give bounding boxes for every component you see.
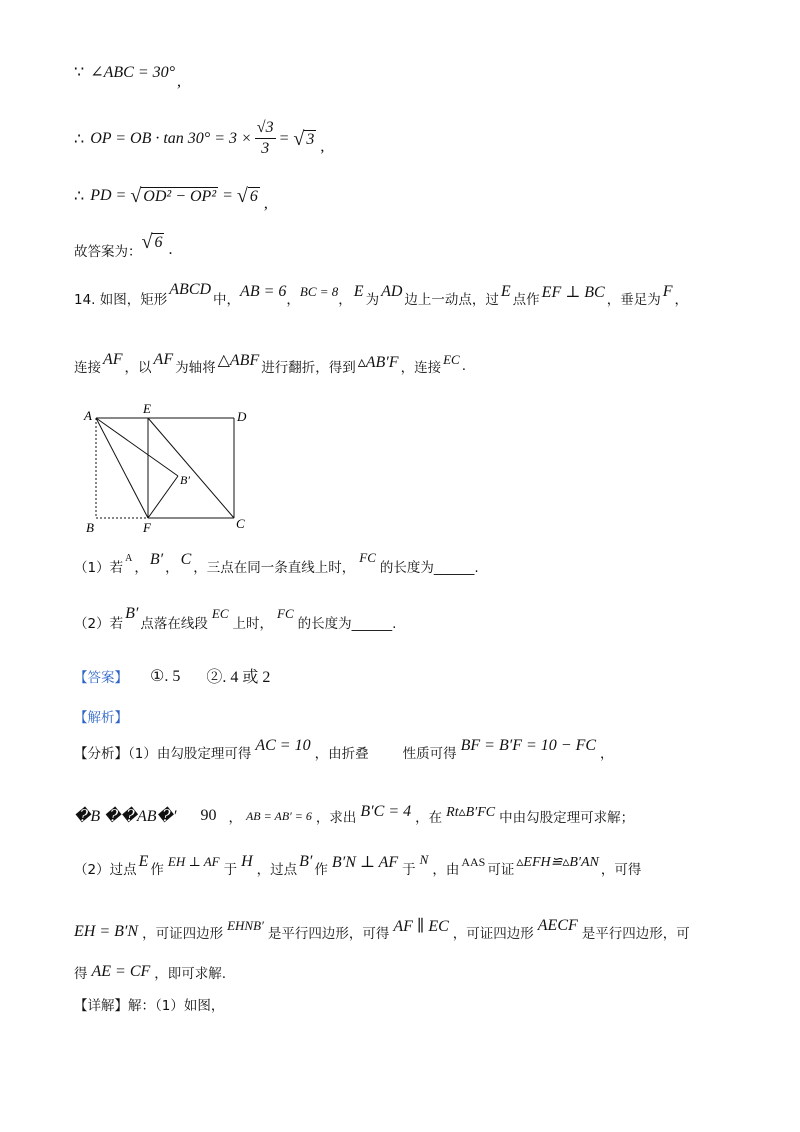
s3-text: 可证 xyxy=(487,862,515,878)
garbled-expression: �B ��AB�′ xyxy=(74,808,177,825)
point-a: A xyxy=(125,552,133,564)
line-answer-13 xyxy=(74,231,173,260)
ef-perp-bc: EF ⊥ BC xyxy=(541,284,605,301)
s4-text: 是平行四边形，可得 xyxy=(267,926,390,942)
segment-af-line xyxy=(96,418,148,518)
aas: AAS xyxy=(461,854,486,869)
p1-text: ，三点在同一条直线上时， xyxy=(193,560,356,576)
ab-eq-6: AB = 6 xyxy=(240,283,287,300)
s3-text: 于 xyxy=(223,862,238,878)
eh-eq-bpn: EH = B′N xyxy=(74,923,139,940)
q14-text: ，连接 xyxy=(400,360,442,376)
comma: , xyxy=(177,73,182,90)
comma: ， xyxy=(338,292,352,308)
eh-perp-af: EH ⊥ AF xyxy=(167,854,220,869)
line-angle-abc xyxy=(74,62,182,90)
segment-bpf-line xyxy=(148,476,178,518)
q14-text: ，垂足为 xyxy=(606,292,661,308)
part-1 xyxy=(74,550,479,576)
line-pd xyxy=(74,185,268,212)
point-e: E xyxy=(138,853,149,870)
point-h: H xyxy=(241,853,253,870)
bpn-perp-af: B′N ⊥ AF xyxy=(331,854,399,871)
p2-text: 上时， xyxy=(232,616,273,632)
sqrt-3: √ 3 xyxy=(293,127,315,150)
equals-sign: = xyxy=(222,187,233,204)
s4-text: ，可证四边形 xyxy=(452,926,534,942)
p2-text: （2）若 xyxy=(74,616,124,632)
detail-text: 【详解】解：（1）如图， xyxy=(74,998,225,1014)
ninety: 90 xyxy=(200,807,217,824)
s2-text: ，在 xyxy=(415,810,443,826)
q14-text: 边上一动点，过 xyxy=(404,292,499,308)
label-c: C xyxy=(236,516,245,531)
sqrt-6: √ 6 xyxy=(236,185,258,207)
point-f: F xyxy=(662,283,673,300)
s3-text: 作 xyxy=(314,862,328,878)
s5-text: ，即可求解. xyxy=(154,966,227,982)
s3-text: 作 xyxy=(150,862,164,878)
sqrt-od-op: √ OD² − OP² xyxy=(130,185,217,207)
fraction-sqrt3-over-3 xyxy=(255,118,276,159)
period: . xyxy=(461,358,466,374)
geometry-figure xyxy=(80,400,260,540)
period: . xyxy=(168,241,173,258)
s1-text: 性质可得 xyxy=(402,746,457,762)
comma: ， xyxy=(674,292,688,308)
q14-text: 为轴将 xyxy=(175,360,216,376)
segment-ec-line xyxy=(148,418,234,518)
p1-text: （1）若 xyxy=(74,560,124,576)
label-b: B xyxy=(86,520,94,535)
segment-af: AF xyxy=(103,351,123,368)
comma: ， xyxy=(228,810,242,826)
sqrt-6-value: 6 xyxy=(154,234,163,251)
segment-abp-line xyxy=(96,418,178,476)
p1-blank: 的长度为______. xyxy=(379,560,479,576)
q14-text: 点作 xyxy=(512,292,540,308)
q14-text: 中， xyxy=(213,292,241,308)
s2-text: 中由勾股定理可求解； xyxy=(499,810,635,826)
analysis-line xyxy=(74,706,128,726)
therefore-symbol: ∴ xyxy=(74,130,85,148)
p2-blank: 的长度为______. xyxy=(297,616,397,632)
segment-fc: FC xyxy=(277,606,294,621)
s1-text: ，由折叠 xyxy=(314,746,369,762)
comma: ， xyxy=(165,560,179,576)
ae-eq-cf: AE = CF xyxy=(91,963,151,980)
analysis-s4 xyxy=(74,917,690,942)
comma: ， xyxy=(286,292,300,308)
comma: ， xyxy=(600,746,614,762)
point-e: E xyxy=(353,283,364,300)
s3-text: ，可得 xyxy=(600,862,642,878)
question-14-cont xyxy=(74,351,466,376)
answer-line xyxy=(74,664,270,687)
comma: , xyxy=(320,137,325,155)
s3-text: （2）过点 xyxy=(74,862,137,878)
analysis-label: 【解析】 xyxy=(74,710,128,726)
s4-text: 是平行四边形，可 xyxy=(581,926,690,942)
s3-text: ，过点 xyxy=(256,862,298,878)
point-bprime: B′ xyxy=(125,605,139,622)
answer-text: 故答案为： xyxy=(74,244,142,260)
detail-line xyxy=(74,994,224,1014)
label-e: E xyxy=(143,401,151,416)
p2-text: 点落在线段 xyxy=(140,616,208,632)
answer-label: 【答案】 xyxy=(74,669,128,686)
triangle-abf: △ABF xyxy=(217,352,260,369)
s3-text: 于 xyxy=(402,862,416,878)
s1-text: 【分析】（1）由勾股定理可得 xyxy=(74,746,252,762)
comma: , xyxy=(263,195,268,212)
answer-1: ①. 5 xyxy=(150,667,181,685)
answer-2: ②. 4 或 2 xyxy=(206,669,271,686)
comma: ， xyxy=(134,560,148,576)
segment-af: AF xyxy=(153,351,174,368)
segment-ad: AD xyxy=(381,283,403,300)
part-2 xyxy=(74,605,397,632)
question-14 xyxy=(74,281,688,308)
ab-eq-abp: AB = AB′ = 6 xyxy=(245,808,312,823)
q14-text: 进行翻折，得到 xyxy=(261,360,356,376)
af-parallel-ec: AF ∥ EC xyxy=(393,918,449,935)
analysis-s5 xyxy=(74,962,226,982)
label-a: A xyxy=(84,408,92,423)
point-e: E xyxy=(500,283,511,300)
because-symbol: ∵ xyxy=(74,64,85,81)
bpc-eq-4: B′C = 4 xyxy=(360,803,412,820)
ac-eq-10: AC = 10 xyxy=(255,737,311,754)
bc-eq-8: BC = 8 xyxy=(299,284,339,299)
label-bprime: B′ xyxy=(180,473,190,487)
s4-text: ，可证四边形 xyxy=(142,926,224,942)
triangle-abpf: ▵AB′F xyxy=(357,354,399,371)
segment-ec: EC xyxy=(443,352,460,367)
pd-lhs: PD = xyxy=(90,187,127,204)
q14-text: 14. 如图，矩形 xyxy=(74,292,168,308)
segment-fc: FC xyxy=(359,550,376,565)
s2-text: ，求出 xyxy=(315,810,357,826)
equals-sign: = xyxy=(278,129,290,147)
fraction-denominator: 3 xyxy=(261,140,270,157)
fraction-numerator: √3 xyxy=(255,118,276,139)
s3-text: ，由 xyxy=(432,862,460,878)
therefore-symbol: ∴ xyxy=(74,188,85,205)
analysis-s3 xyxy=(74,852,642,878)
congruence: ▵EFH≌▵B′AN xyxy=(516,854,599,870)
analysis-s1 xyxy=(74,737,614,762)
q14-text: 为 xyxy=(365,292,380,308)
label-f: F xyxy=(143,520,151,535)
sqrt-3-value: 3 xyxy=(306,130,315,148)
angle-expression: ∠ABC = 30° xyxy=(90,64,176,81)
op-lhs: OP = OB · tan 30° = 3 × xyxy=(90,129,252,147)
label-d: D xyxy=(237,409,247,424)
analysis-s2 xyxy=(74,803,635,826)
bf-eq: BF = B′F = 10 − FC xyxy=(460,737,597,754)
point-c: C xyxy=(180,551,192,568)
point-n: N xyxy=(419,852,429,867)
rect-abcd: ABCD xyxy=(169,281,212,298)
q14-text: 连接 xyxy=(74,360,101,376)
sqrt-6: √ 6 xyxy=(141,231,163,253)
line-op xyxy=(74,118,324,159)
q14-text: ，以 xyxy=(124,360,152,376)
radicand: OD² − OP² xyxy=(143,188,217,205)
quad-ehnbp: EHNB′ xyxy=(227,918,264,933)
quad-aecf: AECF xyxy=(537,917,578,934)
s5-text: 得 xyxy=(74,966,88,982)
point-bprime: B′ xyxy=(149,551,164,568)
segment-ec: EC xyxy=(211,606,229,621)
rt-triangle: Rt▵B′FC xyxy=(446,804,496,820)
sqrt-6-value: 6 xyxy=(249,188,258,205)
point-bprime: B′ xyxy=(299,853,313,870)
